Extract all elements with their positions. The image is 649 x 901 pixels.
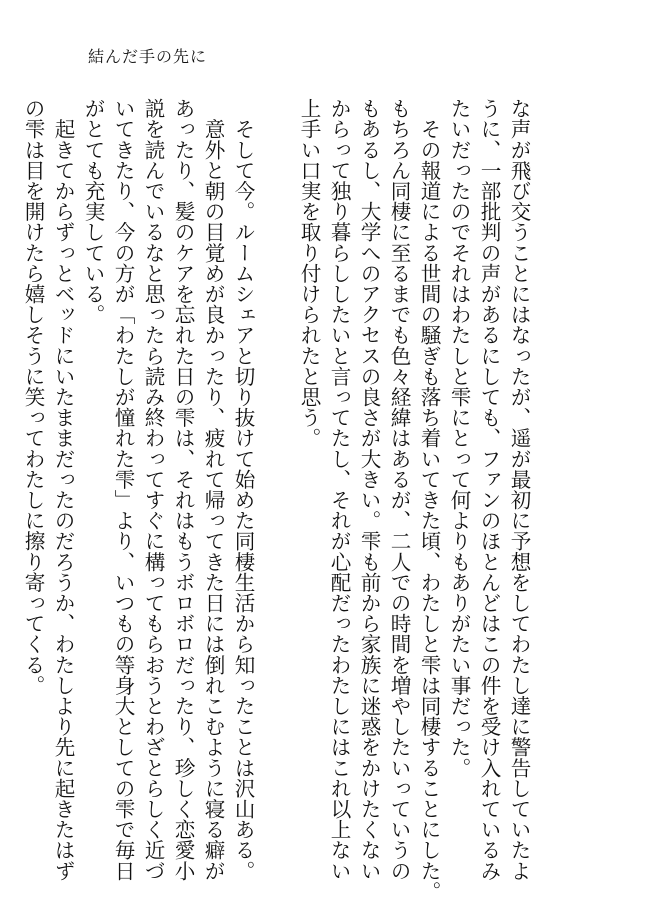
text-column: うに、一部批判の声があるにしても、ファンのほとんどはこの件を受け入れているみ (477, 98, 501, 881)
running-header: 結んだ手の先に (88, 47, 208, 66)
text-column: 説を読んでいるなと思ったら読み終わってすぐに構ってもらおうとわざとらしく近づ (141, 98, 165, 881)
text-column: の雫は目を開けたら嬉しそうに笑ってわたしに擦り寄ってくる。 (21, 98, 45, 696)
text-column: 起きてからずっとベッドにいたままだったのだろうか、わたしより先に起きたはず (51, 98, 75, 881)
text-column: からって独り暮らししたいと言ってたし、それが心配だったわたしにはこれ以上ない (327, 98, 351, 881)
text-column: その報道による世間の騒ぎも落ち着いてきた頃、わたしと雫は同棲することにした。 (417, 98, 441, 901)
text-column: 意外と朝の目覚めが良かったり、疲れて帰ってきた日には倒れこむように寝る癖が (201, 98, 225, 881)
vertical-body-text (18, 98, 534, 901)
text-column: もちろん同棲に至るまでも色々経緯はあるが、二人での時間を増やしたいっていうの (387, 98, 411, 881)
text-column: あったり、髪のケアを忘れた日の雫は、それはもうボロボロだったり、珍しく恋愛小 (171, 98, 195, 881)
text-column: がとても充実している。 (81, 98, 105, 325)
text-column: いてきたり、今の方が「わたしが憧れた雫」より、いつもの等身大としての雫で毎日 (111, 98, 135, 881)
section-break (258, 98, 294, 838)
text-column: な声が飛び交うことにはなったが、遥が最初に予想をしてわたし達に警告していたよ (507, 98, 531, 881)
text-column: 上手い口実を取り付けられたと思う。 (297, 98, 321, 449)
text-column: もあるし、大学へのアクセスの良さが大きい。雫も前から家族に迷惑をかけたくない (357, 98, 381, 881)
text-column: そして今。ルームシェアと切り抜けて始めた同棲生活から知ったことは沢山ある。 (231, 98, 255, 881)
text-column: たいだったのでそれはわたしと雫にとって何よりもありがたい事だった。 (447, 98, 471, 778)
